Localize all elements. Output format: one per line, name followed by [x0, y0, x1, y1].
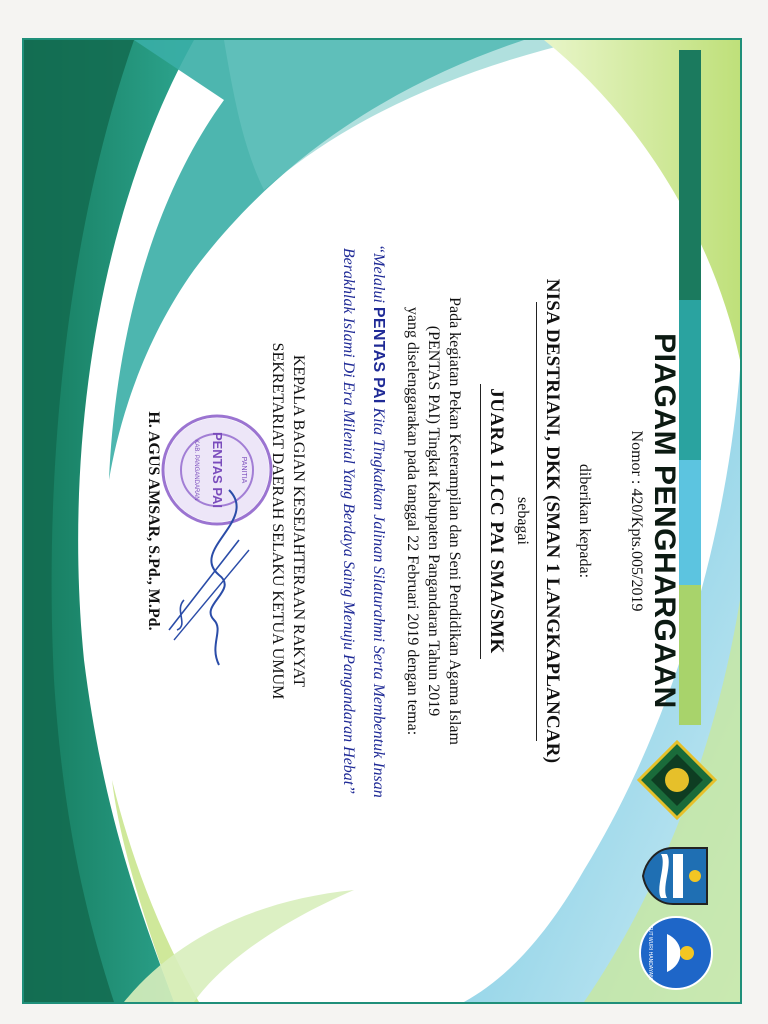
recipient-name: NISA DESTRIANI, DKK (SMAN 1 LANGKAPLANCAR): [542, 278, 563, 764]
svg-text:KAB. PANGANDARAN: KAB. PANGANDARAN: [193, 439, 199, 501]
as-label: sebagai: [514, 497, 531, 545]
svg-text:PENTAS PAI: PENTAS PAI: [210, 431, 225, 509]
motto-prefix: “Melalui: [370, 244, 387, 303]
certificate-title: PIAGAM PENGHARGAAN: [648, 333, 681, 709]
pangandaran-logo: [641, 840, 713, 912]
motto-brand: PENTAS PAI: [370, 306, 387, 404]
certificate-frame: [22, 38, 742, 1004]
signature: [159, 480, 269, 680]
tutwuri-logo: [637, 914, 715, 992]
svg-text:TUT WURI HANDAYANI: TUT WURI HANDAYANI: [647, 925, 653, 981]
kemenag-logo: [637, 740, 717, 820]
signer-name: H. AGUS AMSAR, S.Pd., M.Pd.: [145, 411, 162, 631]
signer-title-2: SEKRETARIAT DAERAH SELAKU KETUA UMUM: [269, 342, 286, 700]
award-underline: [480, 384, 481, 659]
signer-title-1: KEPALA BAGIAN KESEJAHTERAAN RAKYAT: [290, 354, 307, 688]
certificate-content: [23, 40, 739, 1002]
certificate-number: Nomor : 420/Kpts.005/2019: [628, 430, 645, 612]
body-line-1: Pada kegiatan Pekan Keterampilan dan Seni Pendidikan Agama Islam: [446, 297, 463, 745]
motto-line-1: [365, 40, 391, 1002]
given-to-label: diberikan kepada:: [576, 463, 593, 579]
motto-rest: Kita Tingkatkan Jalinan Silaturahmi Serta Membentuk Insan: [370, 407, 387, 798]
recipient-underline: [536, 302, 537, 741]
motto-line-2: Berakhlak Islami Di Era Milenial Yang Berdaya Saing Menuju Pangandaran Hebat”: [340, 247, 357, 795]
award-title: JUARA 1 LCC PAI SMA/SMK: [486, 388, 507, 654]
svg-text:PANITIA: PANITIA: [240, 456, 247, 484]
body-line-3: yang diselenggarakan pada tanggal 22 Februari 2019 dengan tema:: [404, 306, 421, 736]
body-line-2: (PENTAS PAI) Tingkat Kabupaten Pangandaran Tahun 2019: [425, 325, 442, 717]
